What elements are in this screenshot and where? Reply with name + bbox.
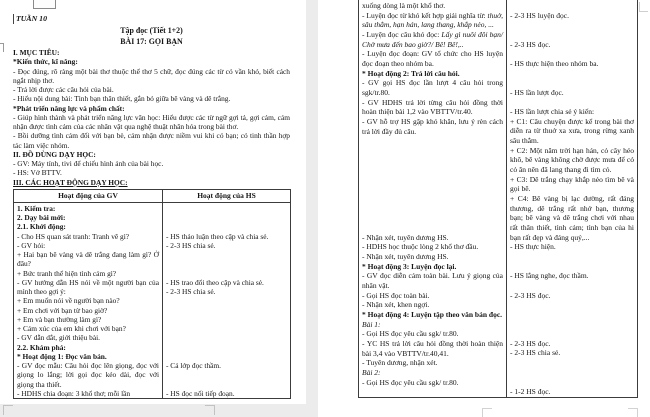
text-run: - Nhận xét, tuyên dương HS. — [362, 232, 449, 242]
text-run: - Đọc đúng, rõ ràng một bài thơ thuộc thể thơ 5 chữ, đọc đúng các từ có vần khó, biết cách ngắt nhịp thơ. — [13, 66, 290, 85]
paragraph — [362, 368, 503, 378]
text-run: + Em muốn nói về người bạn nào? — [17, 296, 120, 306]
gv-activities-cell-page2 — [359, 0, 507, 397]
table-body-row — [14, 202, 291, 398]
spacer — [166, 370, 287, 389]
spacer — [510, 358, 634, 387]
text-run: - GV đọc diễn cảm toàn bài. Lưu ý giọng của nhân vật. — [362, 271, 503, 290]
text-run: - Trả lời được các câu hỏi của bài. — [13, 85, 114, 95]
text-run: + C2: Một năm trời hạn hán, cỏ cây héo khô, bê vàng không chờ được mưa để có cỏ ăn nên đã lang thang đi tìm cỏ. — [510, 145, 634, 175]
text-run: - Cho HS quan sát tranh: Tranh vẽ gì? — [17, 231, 130, 241]
crop-mark — [3, 405, 13, 415]
text-run: *Kiến thức, kĩ năng: — [13, 57, 78, 67]
paragraph — [362, 233, 503, 243]
spacer — [510, 69, 634, 88]
text-run: II. ĐỒ DÙNG DẠY HỌC: — [13, 149, 96, 159]
text-run: - HS lần lượt đọc. — [510, 87, 564, 97]
text-run: * Hoạt động 2: Trả lời câu hỏi. — [362, 68, 460, 78]
text-run: - YC HS trả lời câu hỏi đồng thời hoàn thiện bài 3,4 vào VBTTV/tr.40,41. — [362, 338, 503, 358]
paragraph — [13, 178, 290, 187]
crop-mark — [482, 408, 492, 417]
activities-table-page1 — [13, 189, 291, 399]
text-run: 2.2. Khám phá: — [17, 342, 66, 352]
hs-activities-cell-page2 — [507, 0, 638, 397]
paragraph — [362, 98, 503, 117]
lesson-title: BÀI 17: GỌI BẠN — [120, 36, 183, 46]
paragraph — [362, 310, 503, 320]
text-run: + C1: Câu chuyện được kể trong bài thơ diễn ra từ thuở xa xưa, trong rừng xanh sâu thẳm. — [510, 116, 634, 146]
text-run: - 2-3 HS luyện đọc. — [510, 10, 569, 20]
text-run: - Tuyên dương, nhận xét. — [362, 358, 438, 368]
paragraph — [510, 348, 634, 358]
paragraph — [510, 291, 634, 301]
table-header-row — [14, 189, 291, 202]
paragraph — [510, 271, 634, 281]
gv-column-header: Hoạt động của GV — [14, 189, 163, 202]
paragraph — [510, 146, 634, 175]
text-run: - Hiểu nội dung bài: Tình bạn thân thiết, gắn bó giữa bê vàng và dê trắng. — [13, 94, 231, 104]
text-run: + Hai bạn bê vàng và dê trắng đang làm gì? Ở đâu? — [17, 250, 159, 269]
text-run: - 2-3 HS chia sẻ. — [166, 287, 216, 297]
text-run: - GV đọc mẫu: Câu hỏi đọc lên giọng, đọc với giọng lo lắng; lời gọi đọc kéo dài, đọc với giọng tha thiết. — [17, 361, 159, 389]
text-run: - HS thực hiện. — [510, 242, 556, 252]
text-run: - Gọi HS đọc yêu cầu sgk/ tr.80. — [362, 329, 459, 339]
spacer — [166, 204, 287, 232]
paragraph — [13, 85, 290, 94]
paragraph — [17, 241, 159, 250]
text-run: - 2-3 HS chia sẻ. — [166, 240, 216, 250]
text-run: - HS trao đổi theo cặp và chia sẻ. — [166, 277, 264, 287]
spacer — [510, 20, 634, 39]
paragraph — [17, 250, 159, 269]
spacer — [166, 250, 287, 278]
text-run: thuở, sâu thẳm, hạn hán, lang thang, khắp nẻo, ... — [362, 10, 503, 30]
paragraph — [510, 175, 634, 194]
text-run: - Giúp hình thành và phát triển năng lực văn học: Hiểu được các từ ngữ gợi tả, gợi cảm, cảm nhận được tình cảm của các nhân vật qua nghệ thuật nhân hóa trong bài thơ. — [13, 112, 290, 132]
spacer — [362, 136, 503, 233]
paragraph — [362, 30, 503, 49]
text-run: + Bức tranh thể hiện tình cảm gì? — [17, 268, 117, 278]
text-run: * Hoạt động 4: Luyện tập theo văn bản đọc. — [362, 309, 503, 319]
text-run: - 2-3 HS đọc. — [510, 39, 551, 49]
activities-table-page2 — [358, 0, 638, 398]
text-run: - GV hướng dẫn HS nói về một người bạn của mình theo gợi ý: — [17, 277, 159, 297]
text-run: - HS: Vở BTTV. — [13, 168, 62, 178]
paragraph — [510, 387, 634, 397]
text-run: III. CÁC HOẠT ĐỘNG DẠY HỌC: — [13, 177, 128, 187]
paragraph — [166, 232, 287, 241]
paragraph — [362, 271, 503, 290]
paragraph — [17, 213, 159, 222]
text-run: - HDHS chia đoạn: 3 khổ thơ; mỗi lần — [17, 388, 131, 398]
spacer — [510, 98, 634, 108]
text-run: - HS lắng nghe, đọc thầm. — [510, 271, 589, 281]
paragraph — [17, 232, 159, 241]
text-run: - Gọi HS đọc yêu cầu sgk/ tr.80. — [362, 377, 459, 387]
text-run: - Luyện đọc từ khó kết hợp giải nghĩa từ: — [362, 10, 488, 20]
text-run: - HS lần lượt chia sẻ ý kiến: — [510, 107, 595, 117]
text-run: - 2-3 HS đọc. — [510, 338, 551, 348]
text-run: - Nhận xét, tuyên dương HS. — [362, 252, 449, 261]
text-run: + Em chơi với bạn từ bao giờ? — [17, 305, 108, 315]
paragraph — [362, 329, 503, 339]
text-run: Lấy gì nuôi đôi bạn/ Chờ mưa đến bao giờ?/ Bê! Bê!,.. — [362, 29, 503, 49]
paragraph — [17, 306, 159, 315]
text-run: *Phát triển năng lực và phẩm chất: — [13, 103, 125, 113]
text-run: - GV: Máy tính, tivi để chiếu hình ảnh của bài học. — [13, 159, 164, 169]
text-run: - 2-3 HS chia sẻ. — [510, 348, 561, 358]
text-run: I. MỤC TIÊU: — [13, 48, 60, 58]
crop-mark — [628, 408, 638, 417]
text-run: - Cả lớp đọc thầm. — [166, 361, 222, 371]
text-run: 1. Kiểm tra: — [17, 203, 56, 213]
page-1[interactable] — [0, 0, 306, 404]
text-run: - GV HDHS trả lời từng câu hỏi đồng thời hoàn thiện bài 1,2 vào VBTTV/tr.40. — [362, 97, 503, 117]
paragraph — [362, 78, 503, 97]
text-run: Bài 1: — [362, 319, 381, 329]
lesson-objectives — [13, 48, 290, 187]
spacer — [510, 252, 634, 271]
text-run: * Hoạt động 3: Luyện đọc lại. — [362, 261, 457, 271]
crop-mark — [205, 405, 215, 415]
text-run: + Cảm xúc của em khi chơi với bạn? — [17, 324, 126, 334]
paragraph — [17, 204, 159, 213]
paragraph — [510, 40, 634, 50]
table-body-row — [359, 0, 638, 397]
paragraph — [13, 57, 290, 66]
paragraph — [362, 320, 503, 330]
text-run: * Hoạt động 1: Đọc văn bản. — [17, 351, 107, 361]
lesson-subject: Tập đọc (Tiết 1+2) — [120, 26, 183, 35]
text-run: + Em và bạn thường làm gì? — [17, 314, 102, 324]
paragraph — [166, 361, 287, 370]
paragraph — [362, 339, 503, 358]
page-gap — [306, 0, 318, 417]
text-run: - HDHS học thuộc lòng 2 khổ thơ đầu. — [362, 242, 479, 252]
text-run: - 1-2 HS đọc. — [510, 387, 551, 397]
paragraph — [166, 278, 287, 287]
paragraph — [362, 117, 503, 136]
spacer — [166, 296, 287, 361]
hs-activities-cell-page1 — [163, 202, 291, 398]
text-run: 2. Dạy bài mới: — [17, 213, 66, 223]
paragraph — [510, 194, 634, 242]
paragraph — [13, 150, 290, 159]
paragraph — [13, 159, 290, 168]
text-run: - 2-3 HS đọc. — [510, 290, 551, 300]
paragraph — [362, 378, 503, 388]
text-run: - HS thực hiện theo nhóm ba. — [510, 58, 599, 68]
text-run: - Bồi dưỡng tình cảm đối với bạn bè, cảm nhận được niềm vui khi có bạn; có tinh thần hợp tác làm việc nhóm. — [13, 131, 290, 150]
paragraph — [510, 339, 634, 349]
paragraph — [17, 361, 159, 389]
spacer — [510, 300, 634, 339]
paragraph — [362, 69, 503, 79]
paragraph — [13, 113, 290, 132]
paragraph — [13, 48, 290, 57]
paragraph — [17, 269, 159, 278]
paragraph — [510, 88, 634, 98]
text-run: - HS đọc nối tiếp đoạn. — [166, 388, 235, 398]
paragraph — [362, 300, 503, 310]
spacer — [510, 1, 634, 11]
paragraph — [510, 117, 634, 146]
paragraph — [13, 168, 290, 177]
text-run: - GV gọi HS đọc lần lượt 4 câu hỏi trong sgk/tr.80. — [362, 78, 503, 97]
paragraph — [17, 389, 159, 398]
paragraph — [17, 278, 159, 297]
text-run: xuống dòng là một khổ thơ. — [362, 1, 446, 10]
paragraph — [362, 358, 503, 368]
paragraph — [17, 343, 159, 352]
crop-mark — [0, 43, 4, 52]
paragraph — [362, 49, 503, 68]
paragraph — [362, 11, 503, 30]
paragraph — [17, 352, 159, 361]
week-label: TUẦN 10 — [13, 14, 47, 24]
paragraph — [166, 389, 287, 398]
paragraph — [362, 291, 503, 301]
paragraph — [362, 1, 503, 11]
gv-activities-cell-page1 — [14, 202, 163, 398]
text-run: 2.1. Khởi động: — [17, 222, 66, 232]
paragraph — [17, 324, 159, 333]
paragraph — [166, 287, 287, 296]
paragraph — [362, 242, 503, 252]
crop-mark — [639, 2, 648, 12]
page-2[interactable] — [318, 0, 650, 417]
text-run: - Luyện đọc câu khó đọc: — [362, 29, 442, 39]
paragraph — [13, 104, 290, 113]
paragraph — [510, 11, 634, 21]
spacer — [510, 49, 634, 59]
paragraph — [362, 262, 503, 272]
paragraph — [13, 131, 290, 150]
hs-column-header: Hoạt động của HS — [163, 189, 291, 202]
week-label-row — [13, 8, 290, 26]
text-run: - Nhận xét, khen ngợi. — [362, 300, 430, 310]
text-run: - Gọi HS đọc toàn bài. — [362, 290, 430, 300]
spacer — [510, 281, 634, 291]
paragraph — [17, 222, 159, 231]
previous-page-edge-mark — [33, 0, 56, 9]
text-run: - Luyện đọc đoạn: GV tổ chức cho HS luyện đọc đoạn theo nhóm ba. — [362, 49, 503, 68]
paragraph — [362, 252, 503, 262]
paragraph — [166, 241, 287, 250]
paragraph — [13, 94, 290, 103]
paragraph — [510, 242, 634, 252]
text-run: Bài 2: — [362, 367, 381, 377]
paragraph — [17, 296, 159, 305]
text-run: + C3: Dê trắng chạy khắp nẻo tìm bê và gọi bê. — [510, 174, 634, 194]
text-run: - GV hỗ trợ HS gặp khó khăn, lưu ý rèn cách trả lời đầy đủ câu. — [362, 116, 503, 136]
paragraph — [510, 59, 634, 69]
paragraph — [17, 333, 159, 342]
paragraph — [17, 315, 159, 324]
paragraph — [13, 67, 290, 86]
text-run: - HS thảo luận theo cặp và chia sẻ. — [166, 231, 269, 241]
page-1-content — [13, 8, 290, 399]
text-run: - GV dẫn dắt, giới thiệu bài. — [17, 333, 101, 343]
text-run: + C4: Bê vàng bị lạc đường, rất đáng thương, dê trắng rất nhớ bạn, thương bạn; bê vàng và dê trắng chơi với nhau rất thân thiết, tình cảm; tình bạn của hi bạn rất đẹp và đáng quý,... — [510, 194, 634, 242]
text-run: - GV hỏi: — [17, 240, 46, 250]
paragraph — [510, 107, 634, 117]
